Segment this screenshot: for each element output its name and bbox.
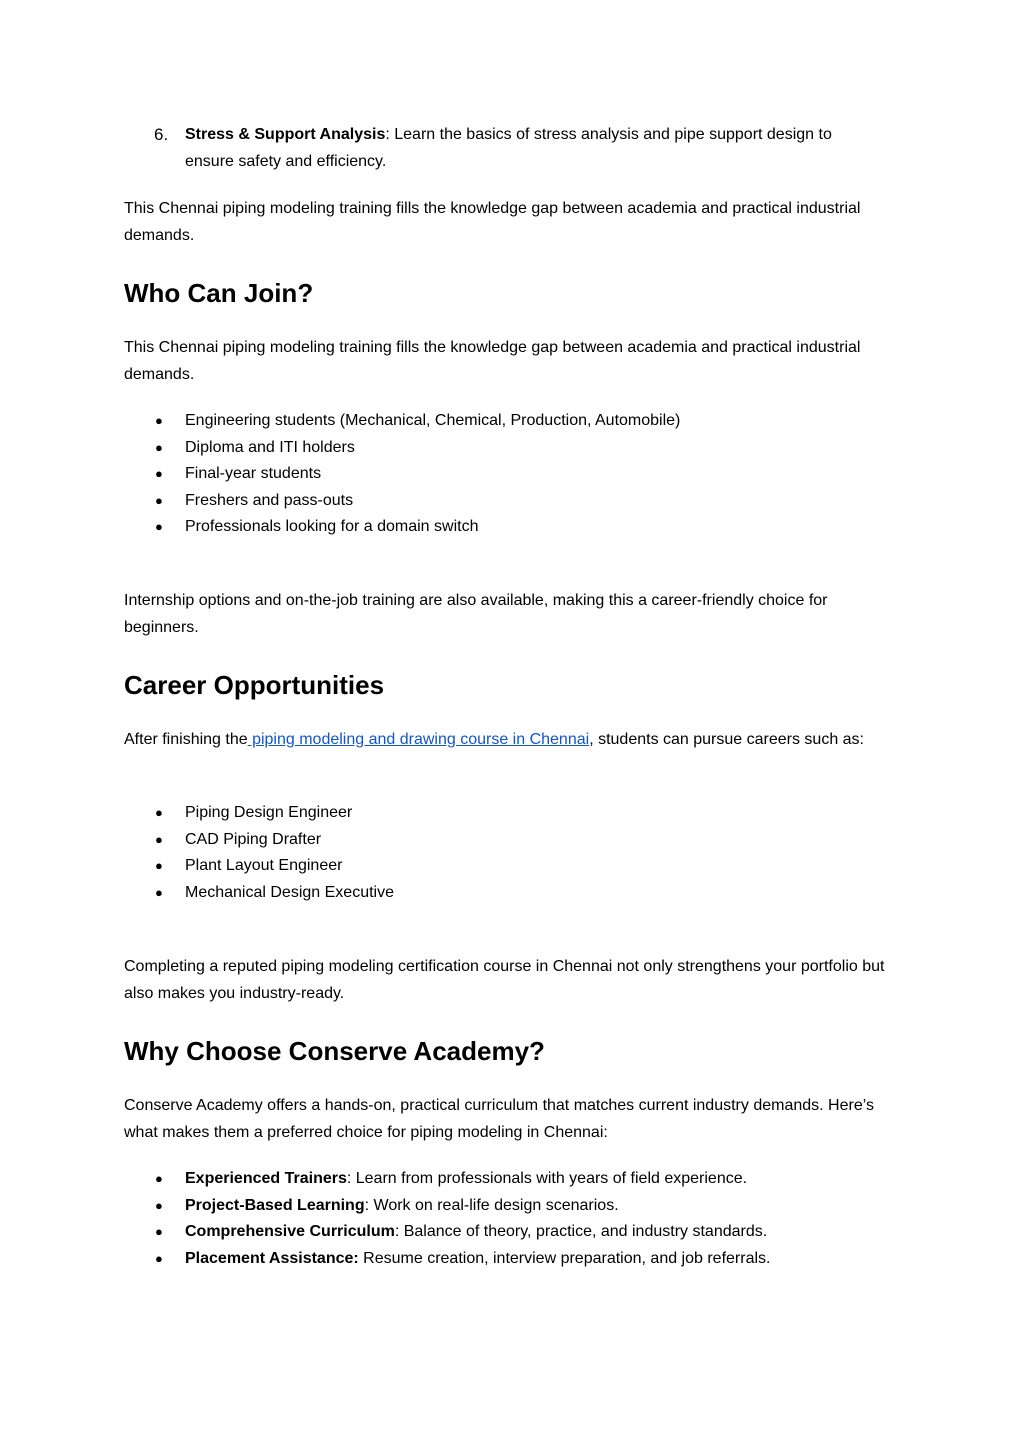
paragraph-certification: Completing a reputed piping modeling certification course in Chennai not only strengthens your portfolio but also makes you industry-ready. [124,958,885,1002]
paragraph-why-intro: Conserve Academy offers a hands-on, practical curriculum that matches current industry demands. Here’s what makes them a preferred choice for piping modeling in Chennai: [124,1097,874,1141]
list-item-description: : Balance of theory, practice, and industry standards. [394,1223,768,1240]
list-item [124,1193,896,1220]
list-item-text [185,1219,767,1246]
list-item-text: Diploma and ITI holders [185,438,355,456]
bullet-icon: ● [155,519,163,534]
list-item [124,1219,896,1246]
list-item-description: : Work on real-life design scenarios. [364,1196,619,1214]
paragraph-internship: Internship options and on-the-job training are also available, making this a career-friendly choice for beginners. [124,592,828,636]
who-can-join-list [124,408,896,541]
list-item [124,461,896,488]
heading-who-can-join: Who Can Join? [124,278,314,308]
list-item-title: Project-Based Learning [185,1196,365,1214]
bullet-icon: ● [155,413,163,428]
career-intro-text-end: , students can pursue careers such as: [589,731,864,748]
numbered-item-text [185,122,885,175]
list-item [124,880,896,907]
list-item [124,408,896,435]
list-item-text: Freshers and pass-outs [185,491,354,509]
career-list [124,800,896,906]
list-item-description: Resume creation, interview preparation, and job referrals. [358,1249,771,1267]
career-intro-text: After finishing the [124,731,248,748]
list-item-text: Final-year students [185,465,322,482]
list-item [124,1166,896,1193]
bullet-icon: ● [155,1224,163,1239]
bullet-icon: ● [155,1197,163,1213]
list-item-text: Plant Layout Engineer [185,857,343,874]
list-item-text: Mechanical Design Executive [185,883,394,901]
list-item-title: Comprehensive Curriculum [185,1223,395,1240]
bullet-icon: ● [155,466,163,481]
list-item-text: CAD Piping Drafter [185,830,322,848]
list-item-text [185,1246,770,1273]
list-item-text: Piping Design Engineer [185,804,353,821]
paragraph-knowledge-gap: This Chennai piping modeling training fills the knowledge gap between academia and practical industrial demands. [124,200,861,244]
bullet-icon: ● [155,884,163,900]
list-item-description: : Learn from professionals with years of field experience. [346,1170,748,1187]
list-item [124,853,896,880]
numbered-item-title: Stress & Support Analysis [185,126,386,143]
list-number: 6. [154,125,169,144]
bullet-icon: ● [155,858,163,873]
bullet-icon: ● [155,805,163,820]
list-item-text [185,1166,747,1193]
bullet-icon: ● [155,1171,163,1186]
list-item-text [185,1193,619,1220]
course-link[interactable]: piping modeling and drawing course in Chennai [247,731,590,748]
list-item [124,827,896,854]
list-item [124,1246,896,1273]
list-item-title: Experienced Trainers [185,1170,347,1187]
heading-career-opportunities: Career Opportunities [124,670,385,700]
list-item [124,435,896,462]
list-item-text: Engineering students (Mechanical, Chemical, Production, Automobile) [185,412,681,429]
list-item [124,488,896,515]
list-item-text: Professionals looking for a domain switch [185,518,479,535]
heading-why-choose: Why Choose Conserve Academy? [124,1036,545,1066]
list-item-title: Placement Assistance: [185,1249,359,1267]
bullet-icon: ● [155,492,163,508]
bullet-icon: ● [155,831,163,847]
list-item [124,514,896,541]
bullet-icon: ● [155,439,163,455]
bullet-icon: ● [155,1250,163,1266]
numbered-item-description: : Learn the basics of stress analysis and pipe support design to ensure safety and efficiency. [185,126,832,170]
list-item [124,800,896,827]
paragraph-who-can-join-intro: This Chennai piping modeling training fills the knowledge gap between academia and practical industrial demands. [124,339,861,383]
why-list [124,1166,896,1272]
paragraph-career-intro [124,727,896,754]
